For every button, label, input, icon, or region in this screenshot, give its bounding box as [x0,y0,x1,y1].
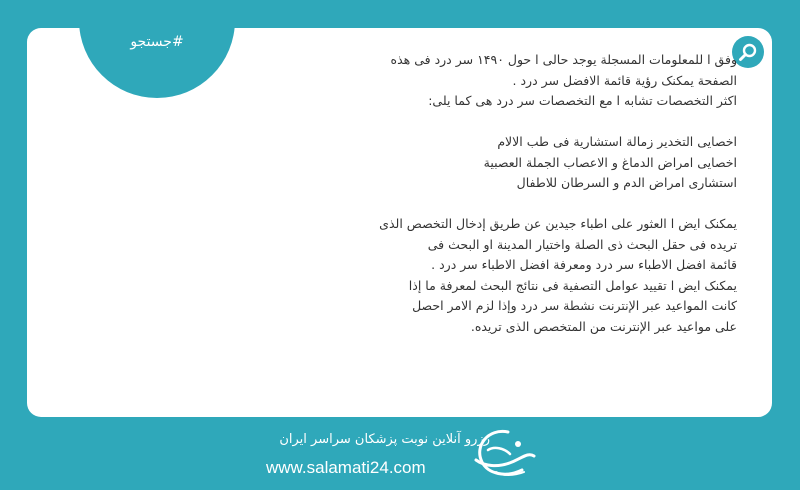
specialty-item[interactable]: استشاری امراض الدم و السرطان للاطفال [516,175,737,190]
text-line: قائمة افضل الاطباء سر درد ومعرفة افضل الاطباء سر درد . [431,257,737,272]
text-line: کانت المواعید عبر الإنترنت نشطة سر درد وإذا لزم الامر احصل [412,298,737,313]
specialty-item[interactable]: اخصایی التخدیر زمالة استشاریة فی طب الالام [497,134,737,149]
footer-tagline: رزرو آنلاین نوبت پزشکان سراسر ایران [279,432,490,447]
text-line: تریده فی حقل البحث ذی الصلة واختیار المدینة او البحث فی [427,236,737,252]
text-line: یمکنک ایض ا تقیید عوامل التصفیة فی نتائج البحث لمعرفة ما إذا [408,277,737,293]
search-icon [738,42,758,62]
content-card [27,28,772,417]
salamati-logo-icon[interactable] [468,426,540,482]
text-line: اکثر التخصصات تشابه ا مع التخصصات سر درد هی کما یلی: [428,93,737,108]
text-line: وفق ا للمعلومات المسجلة یوجد حالی ا حول ۱۴۹۰ سر درد فی هذه [390,52,737,67]
article-text [317,50,737,337]
search-tab-label[interactable]: #جستجو [130,34,184,50]
text-line: علی مواعید عبر الإنترنت من المتخصص الذی تریده. [470,318,737,334]
text-line: یمکنک ایض ا العثور علی اطباء جیدین عن طریق إدخال التخصص الذی [379,216,737,231]
text-line: الصفحة یمکنک رؤیة قائمة الافضل سر درد . [512,72,737,88]
specialty-item[interactable]: اخصایی امراض الدماغ و الاعصاب الجملة العصبیة [483,154,737,170]
footer-url[interactable]: www.salamati24.com [266,458,426,477]
